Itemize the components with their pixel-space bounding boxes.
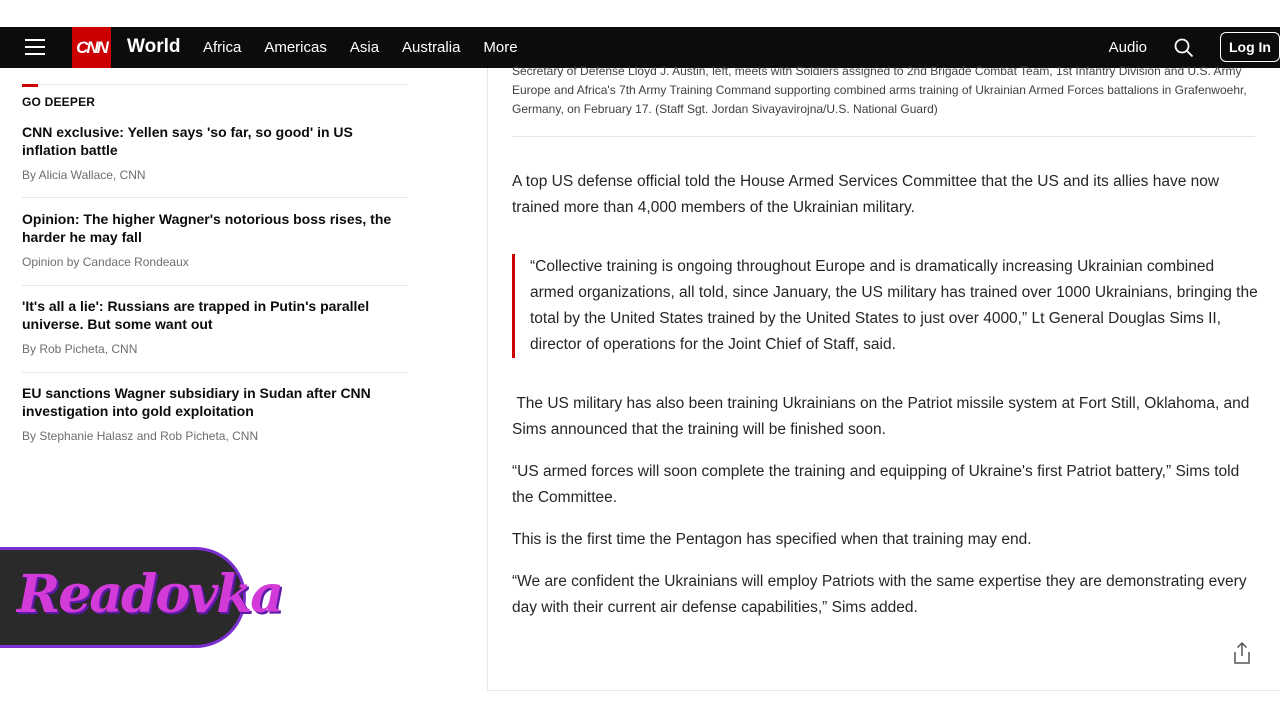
sidebar-divider — [22, 84, 408, 85]
nav-link-asia[interactable]: Asia — [349, 39, 380, 56]
story-byline: Opinion by Candace Rondeaux — [22, 255, 189, 269]
article-paragraph: This is the first time the Pentagon has specified when that training may end. — [512, 531, 1032, 548]
quote-accent-bar — [512, 254, 515, 358]
sidebar-heading: GO DEEPER — [22, 95, 96, 109]
story-divider — [22, 285, 408, 286]
accent-bar — [22, 84, 38, 87]
nav-link-americas[interactable]: Americas — [264, 39, 327, 56]
article-paragraph: The US military has also been training Ukrainians on the Patriot missile system at Fort Still, Oklahoma, and Sims announced that the training will be finished soon. — [512, 395, 1254, 438]
article-paragraph: A top US defense official told the House Armed Services Committee that the US and its allies have now trained more than 4,000 members of the Ukrainian military. — [512, 173, 1220, 216]
sidebar-story[interactable] — [22, 297, 408, 356]
nav-link-africa[interactable]: Africa — [203, 39, 242, 56]
story-byline: By Alicia Wallace, CNN — [22, 168, 146, 182]
nav-link-more[interactable]: More — [483, 39, 518, 56]
story-headline[interactable]: EU sanctions Wagner subsidiary in Sudan after CNN investigation into gold exploitation — [22, 385, 371, 419]
nav-links — [203, 39, 541, 56]
sidebar-story[interactable] — [22, 384, 408, 443]
image-caption: Secretary of Defense Lloyd J. Austin, left, meets with Soldiers assigned to 2nd Brigade Combat Team, 1st Infantry Division and U.S. Army Europe and Africa's 7th Army Training Command supporting combined arms training of Ukrainian Armed Forces battalions in Grafenwoehr, Germany, on February 17. (Staff Sgt. Jordan Sivayavirojna/U.S. National Guard) — [512, 64, 1247, 116]
search-icon[interactable] — [1174, 38, 1194, 58]
menu-icon[interactable] — [25, 39, 45, 56]
story-headline[interactable]: 'It's all a lie': Russians are trapped in Putin's parallel universe. But some want out — [22, 298, 370, 332]
login-button[interactable]: Log In — [1220, 32, 1280, 62]
section-title[interactable]: World — [127, 36, 181, 57]
cnn-logo[interactable]: CNN — [72, 27, 111, 68]
story-headline[interactable]: CNN exclusive: Yellen says 'so far, so good' in US inflation battle — [22, 124, 353, 158]
nav-link-australia[interactable]: Australia — [402, 39, 461, 56]
story-byline: By Stephanie Halasz and Rob Picheta, CNN — [22, 429, 259, 443]
story-byline: By Rob Picheta, CNN — [22, 342, 138, 356]
sidebar-story[interactable] — [22, 123, 408, 182]
article-paragraph: “US armed forces will soon complete the training and equipping of Ukraine's first Patriot battery,” Sims told the Committee. — [512, 463, 1240, 506]
readovka-watermark — [0, 547, 282, 648]
story-divider — [22, 372, 408, 373]
readovka-logo-text: Readovka — [17, 564, 282, 625]
caption-divider — [512, 136, 1255, 137]
sidebar-story[interactable] — [22, 210, 408, 269]
share-icon[interactable] — [1232, 641, 1252, 665]
story-divider — [22, 197, 408, 198]
article-quote: “Collective training is ongoing throughout Europe and is dramatically increasing Ukrainian combined armed organizations, all told, since January, the US military has trained over 1000 Ukrainians, bringing the total by the United States trained by the United States to just over 4000,” Lt General Douglas Sims II, director of operations for the Joint Chief of Staff, said. — [530, 258, 1258, 353]
article-paragraph: “We are confident the Ukrainians will employ Patriots with the same expertise they are demonstrating every day with their current air defense capabilities,” Sims added. — [512, 573, 1247, 616]
story-headline[interactable]: Opinion: The higher Wagner's notorious boss rises, the harder he may fall — [22, 211, 392, 245]
audio-link[interactable]: Audio — [1108, 39, 1147, 56]
